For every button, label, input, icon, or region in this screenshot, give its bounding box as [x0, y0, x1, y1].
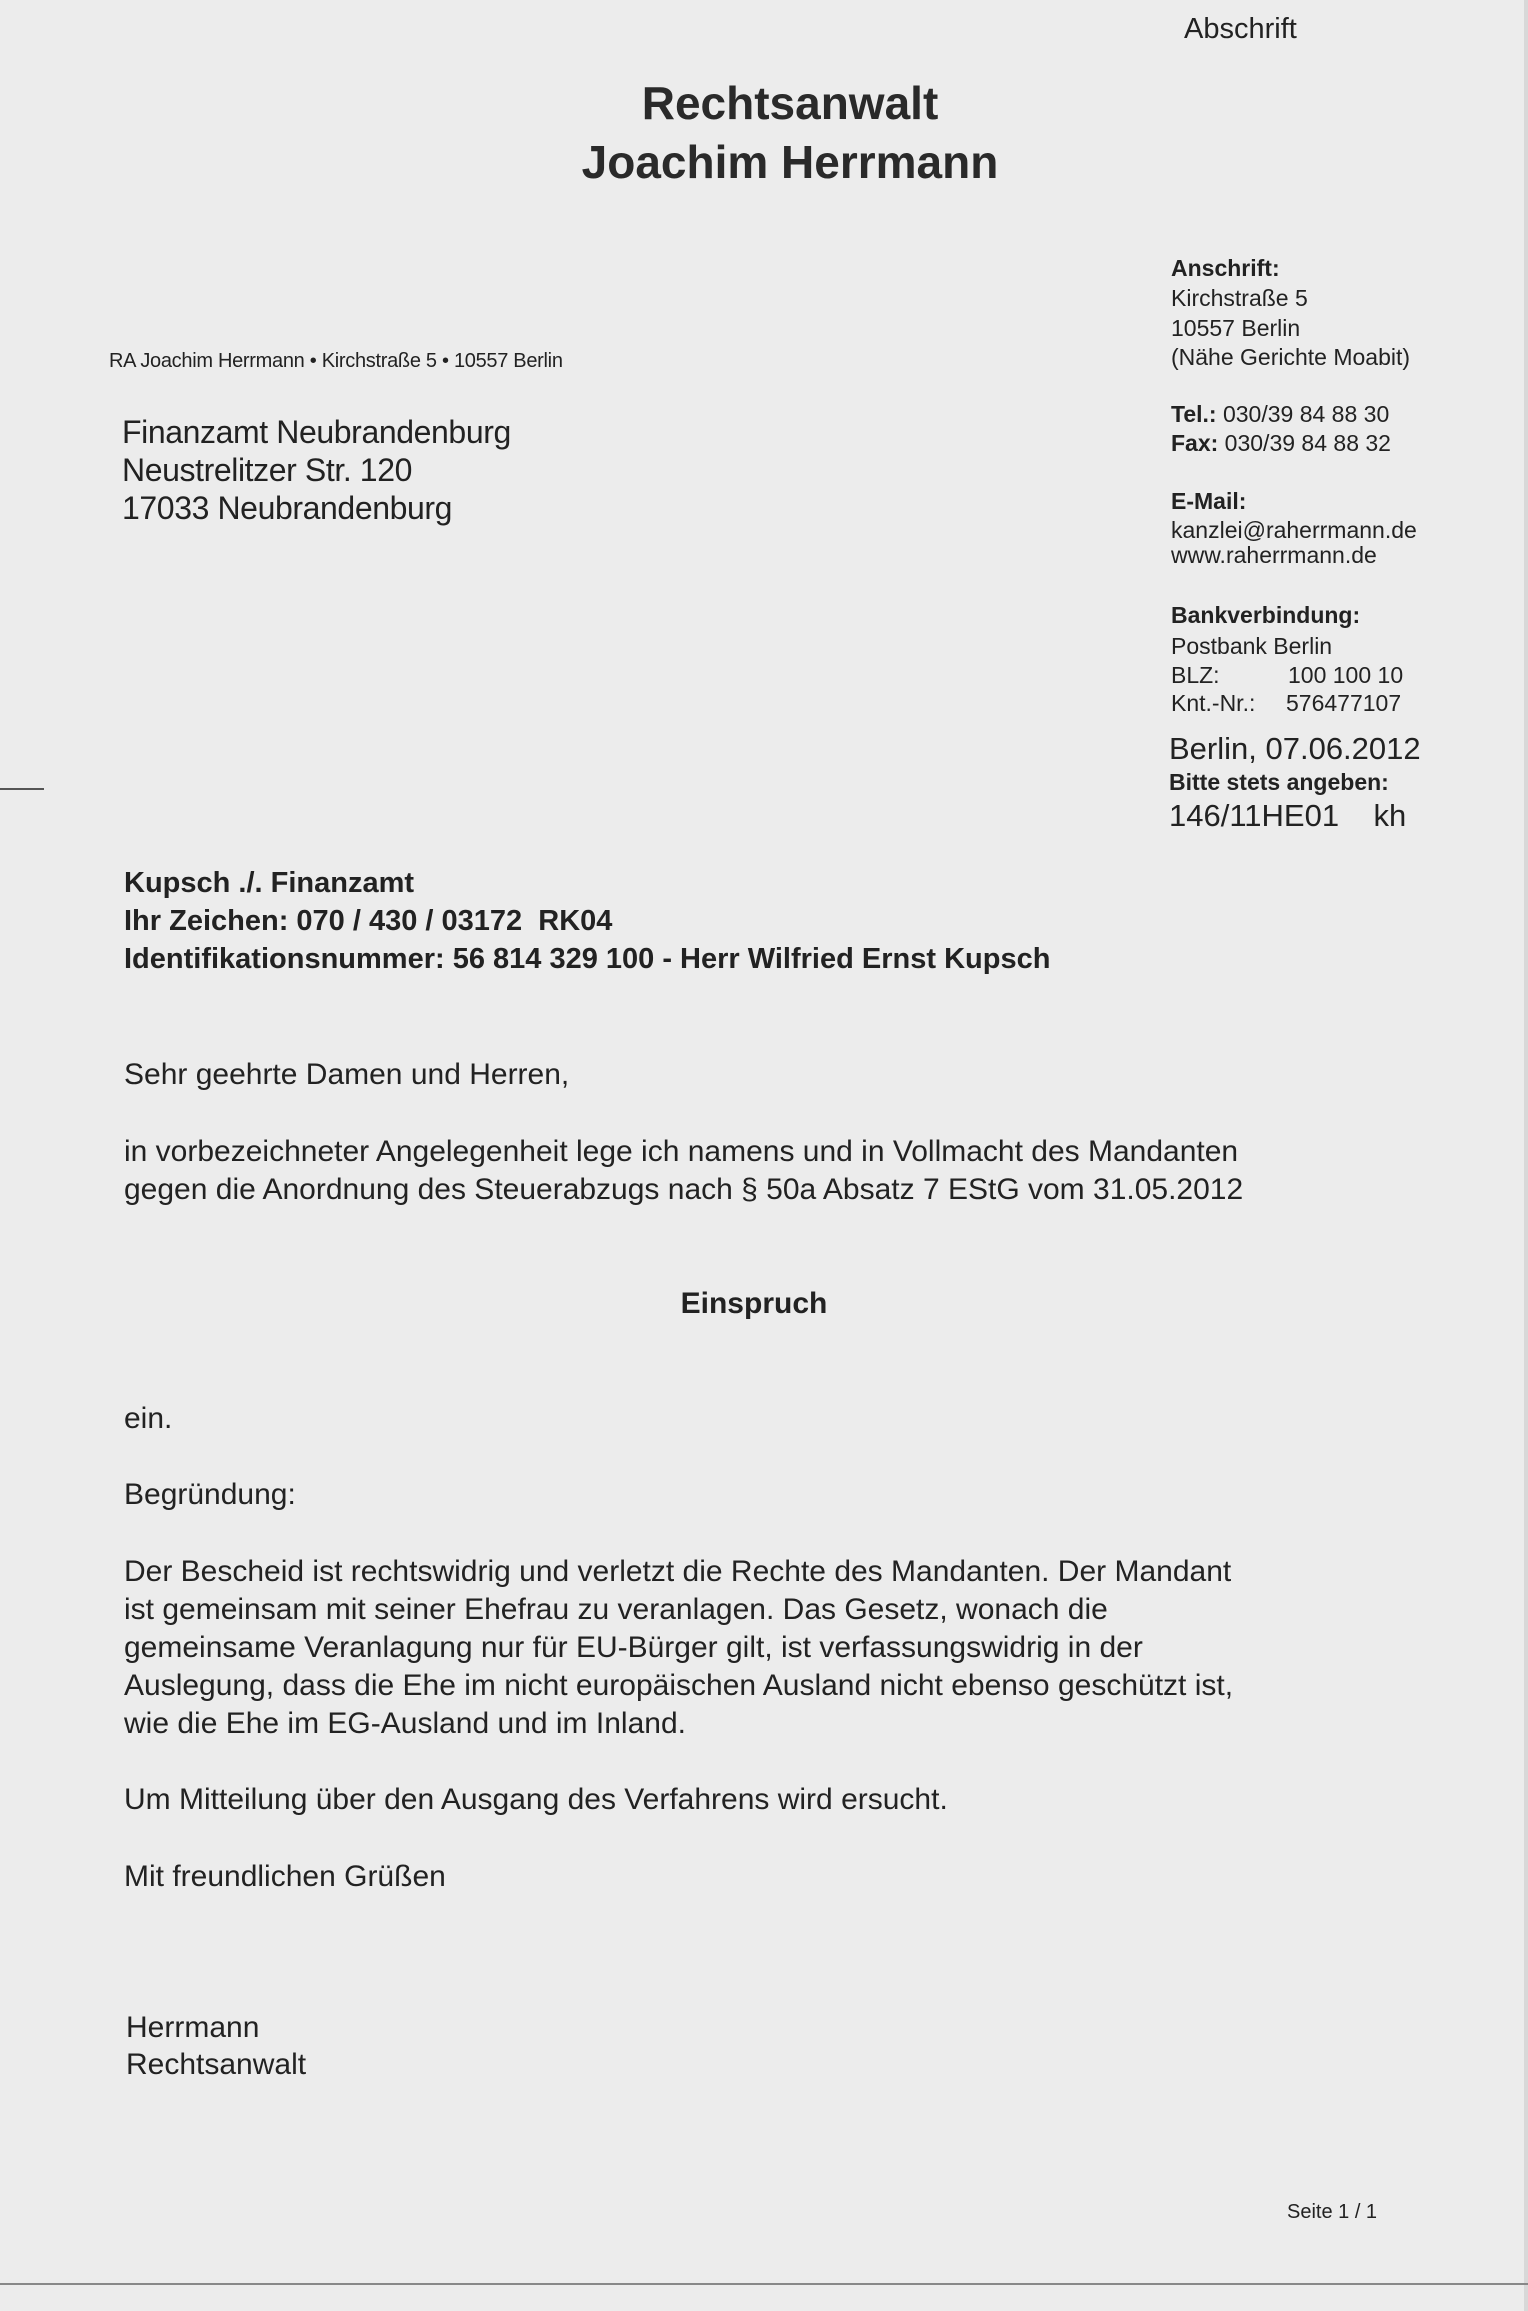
address-line: (Nähe Gerichte Moabit) — [1171, 344, 1411, 370]
address-line: Kirchstraße 5 — [1171, 285, 1308, 311]
account-label: Knt.-Nr.: — [1171, 690, 1256, 716]
fax-number: 030/39 84 88 32 — [1218, 430, 1391, 456]
sender-line: RA Joachim Herrmann • Kirchstraße 5 • 10557 Berlin — [109, 350, 563, 372]
address-line: 10557 Berlin — [1171, 315, 1301, 341]
reason-line: Auslegung, dass die Ehe im nicht europäischen Ausland nicht ebenso geschützt ist, — [124, 1669, 1234, 1702]
fold-mark — [0, 788, 44, 790]
reason-line: wie die Ehe im EG-Ausland und im Inland. — [124, 1707, 686, 1740]
heading-einspruch: Einspruch — [680, 1287, 828, 1320]
reason-line: gemeinsame Veranlagung nur für EU-Bürger gilt, ist verfassungswidrig in der — [124, 1631, 1143, 1664]
request-text: Um Mitteilung über den Ausgang des Verfahrens wird ersucht. — [124, 1783, 948, 1816]
letterhead-title: Rechtsanwalt — [641, 77, 939, 129]
fax-label: Fax: — [1171, 430, 1219, 456]
closing: Mit freundlichen Grüßen — [124, 1860, 446, 1893]
recipient-line: 17033 Neubrandenburg — [122, 490, 453, 526]
intro-line: in vorbezeichneter Angelegenheit lege ich namens und in Vollmacht des Mandanten — [124, 1135, 1239, 1168]
website: www.raherrmann.de — [1171, 542, 1377, 568]
address-label: Anschrift: — [1171, 255, 1280, 281]
fax-line — [1171, 432, 1391, 455]
bank-label: Bankverbindung: — [1171, 602, 1361, 628]
tel-label: Tel.: — [1171, 401, 1217, 427]
page-number: Seite 1 / 1 — [1287, 2201, 1378, 2223]
signature-title: Rechtsanwalt — [126, 2048, 307, 2081]
email-label: E-Mail: — [1171, 488, 1247, 514]
subject-line: Identifikationsnummer: 56 814 329 100 - Herr Wilfried Ernst Kupsch — [124, 943, 1051, 975]
page-edge — [1524, 0, 1528, 2311]
reason-line: Der Bescheid ist rechtswidrig und verletzt die Rechte des Mandanten. Der Mandant — [124, 1555, 1232, 1588]
bank-name: Postbank Berlin — [1171, 633, 1333, 659]
ein-text: ein. — [124, 1402, 173, 1435]
reason-line: ist gemeinsam mit seiner Ehefrau zu veranlagen. Das Gesetz, wonach die — [124, 1593, 1108, 1626]
copy-stamp: Abschrift — [1184, 13, 1297, 45]
subject-line: Kupsch ./. Finanzamt — [124, 867, 415, 899]
tel-line — [1171, 403, 1389, 426]
reason-label: Begründung: — [124, 1478, 296, 1511]
blz-label: BLZ: — [1171, 662, 1220, 688]
intro-line: gegen die Anordnung des Steuerabzugs nach § 50a Absatz 7 EStG vom 31.05.2012 — [124, 1173, 1244, 1206]
letterhead-name: Joachim Herrmann — [581, 136, 999, 188]
subject-line: Ihr Zeichen: 070 / 430 / 03172 RK04 — [124, 905, 613, 937]
page-bottom-edge — [0, 2283, 1528, 2285]
letter-date: Berlin, 07.06.2012 — [1169, 731, 1421, 766]
salutation: Sehr geehrte Damen und Herren, — [124, 1058, 570, 1091]
recipient-line: Neustrelitzer Str. 120 — [122, 452, 412, 488]
signature-name: Herrmann — [126, 2011, 260, 2044]
reference-number: 146/11HE01 kh — [1169, 798, 1407, 833]
recipient-line: Finanzamt Neubrandenburg — [122, 414, 511, 450]
account-value: 576477107 — [1286, 690, 1402, 716]
reference-label: Bitte stets angeben: — [1169, 769, 1389, 795]
blz-value: 100 100 10 — [1288, 662, 1404, 688]
email-address: kanzlei@raherrmann.de — [1171, 517, 1417, 543]
tel-number: 030/39 84 88 30 — [1216, 401, 1390, 427]
